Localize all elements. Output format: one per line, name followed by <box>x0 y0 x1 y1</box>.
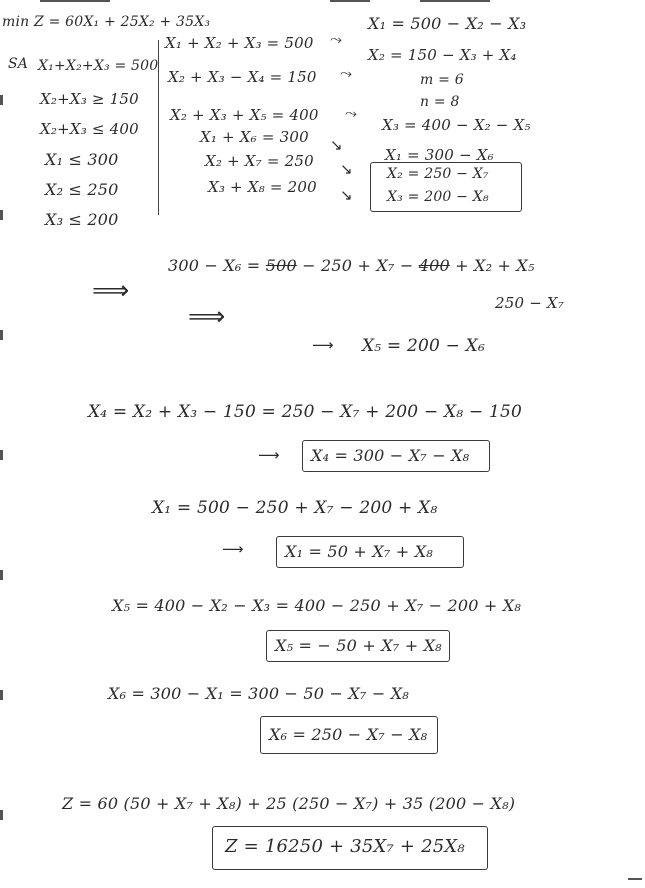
n-value: n = 8 <box>420 94 460 110</box>
solved-x3: X₃ = 400 − X₂ − X₅ <box>382 116 531 134</box>
x6-derivation: X₆ = 300 − X₁ = 300 − 50 − X₇ − X₈ <box>108 684 409 703</box>
arrow-icon: ↘ <box>340 160 353 178</box>
m-value: m = 6 <box>420 72 464 88</box>
standard-eq-1: X₁ + X₂ + X₃ = 500 <box>165 34 314 52</box>
x1-derivation: X₁ = 500 − 250 + X₇ − 200 + X₈ <box>152 498 438 518</box>
boxed-x2: X₂ = 250 − X₇ <box>387 166 489 182</box>
x5-box <box>266 630 450 662</box>
arrow-icon: ⤳ <box>340 64 353 82</box>
standard-eq-2: X₂ + X₃ − X₄ = 150 <box>168 68 317 86</box>
constraint-5: X₂ ≤ 250 <box>45 180 119 199</box>
standard-eq-5: X₂ + X₇ = 250 <box>205 152 314 170</box>
arrow-icon: ⤳ <box>345 104 358 122</box>
standard-eq-6: X₃ + X₈ = 200 <box>208 178 317 196</box>
implies-arrow-icon: ⟹ <box>92 276 130 306</box>
implies-arrow-icon: ⟹ <box>188 302 226 332</box>
scan-edge-mark <box>0 95 3 105</box>
x1-box <box>276 536 464 568</box>
scan-edge-mark <box>0 690 3 700</box>
x4-derivation: X₄ = X₂ + X₃ − 150 = 250 − X₇ + 200 − X₈ − 150 <box>88 402 522 422</box>
objective-function: min Z = 60X₁ + 25X₂ + 35X₃ <box>2 14 211 30</box>
sa-label: SA <box>8 56 29 72</box>
scan-edge-mark <box>420 0 490 2</box>
boxed-x3: X₃ = 200 − X₈ <box>387 189 489 205</box>
constraint-1: X₁+X₂+X₃ = 500 <box>38 58 159 74</box>
z-boxed-result: Z = 16250 + 35X₇ + 25X₈ <box>225 836 465 857</box>
scan-edge-mark <box>0 330 3 340</box>
boxed-x2-x3 <box>370 162 522 212</box>
x5-boxed-result: X₅ = − 50 + X₇ + X₈ <box>275 636 442 655</box>
constraint-4: X₁ ≤ 300 <box>45 150 119 169</box>
scan-edge-mark <box>0 570 3 580</box>
x5-result: X₅ = 200 − X₆ <box>362 336 485 356</box>
standard-eq-4: X₁ + X₆ = 300 <box>200 128 309 146</box>
x4-boxed-result: X₄ = 300 − X₇ − X₈ <box>311 446 470 465</box>
arrow-icon: ↘ <box>340 186 353 204</box>
arrow-icon: ↘ <box>330 136 343 154</box>
solved-x1-alt: X₁ = 300 − X₆ <box>385 146 494 164</box>
substitution-note: 250 − X₇ <box>495 294 565 312</box>
x1-boxed-result: X₁ = 50 + X₇ + X₈ <box>285 542 433 561</box>
constraint-3: X₂+X₃ ≤ 400 <box>40 120 139 138</box>
main-equation: 300 − X₆ = 500 − 250 + X₇ − 400 + X₂ + X₅ <box>168 256 535 275</box>
vertical-divider <box>158 40 159 215</box>
constraint-2: X₂+X₃ ≥ 150 <box>40 90 139 108</box>
solved-x1: X₁ = 500 − X₂ − X₃ <box>368 14 527 33</box>
scan-edge-mark <box>330 0 370 2</box>
standard-eq-3: X₂ + X₃ + X₅ = 400 <box>170 106 319 124</box>
scan-edge-mark <box>0 210 3 220</box>
arrow-icon: ⟶ <box>222 540 244 558</box>
x5-derivation: X₅ = 400 − X₂ − X₃ = 400 − 250 + X₇ − 200 + X₈ <box>112 596 522 615</box>
scan-edge-mark <box>0 450 3 460</box>
x4-box <box>302 440 490 472</box>
z-derivation: Z = 60 (50 + X₇ + X₈) + 25 (250 − X₇) + 35 (200 − X₈) <box>62 794 516 813</box>
scan-edge-mark <box>40 0 110 2</box>
arrow-icon: ⟶ <box>312 336 334 354</box>
arrow-icon: ⟶ <box>258 446 280 464</box>
solved-x2: X₂ = 150 − X₃ + X₄ <box>368 46 517 64</box>
arrow-icon: ⤳ <box>330 30 343 48</box>
z-box <box>212 826 488 870</box>
x6-box <box>260 716 438 754</box>
scan-edge-mark <box>628 878 642 880</box>
scan-edge-mark <box>0 810 3 820</box>
x6-boxed-result: X₆ = 250 − X₇ − X₈ <box>269 725 428 744</box>
constraint-6: X₃ ≤ 200 <box>45 210 119 229</box>
